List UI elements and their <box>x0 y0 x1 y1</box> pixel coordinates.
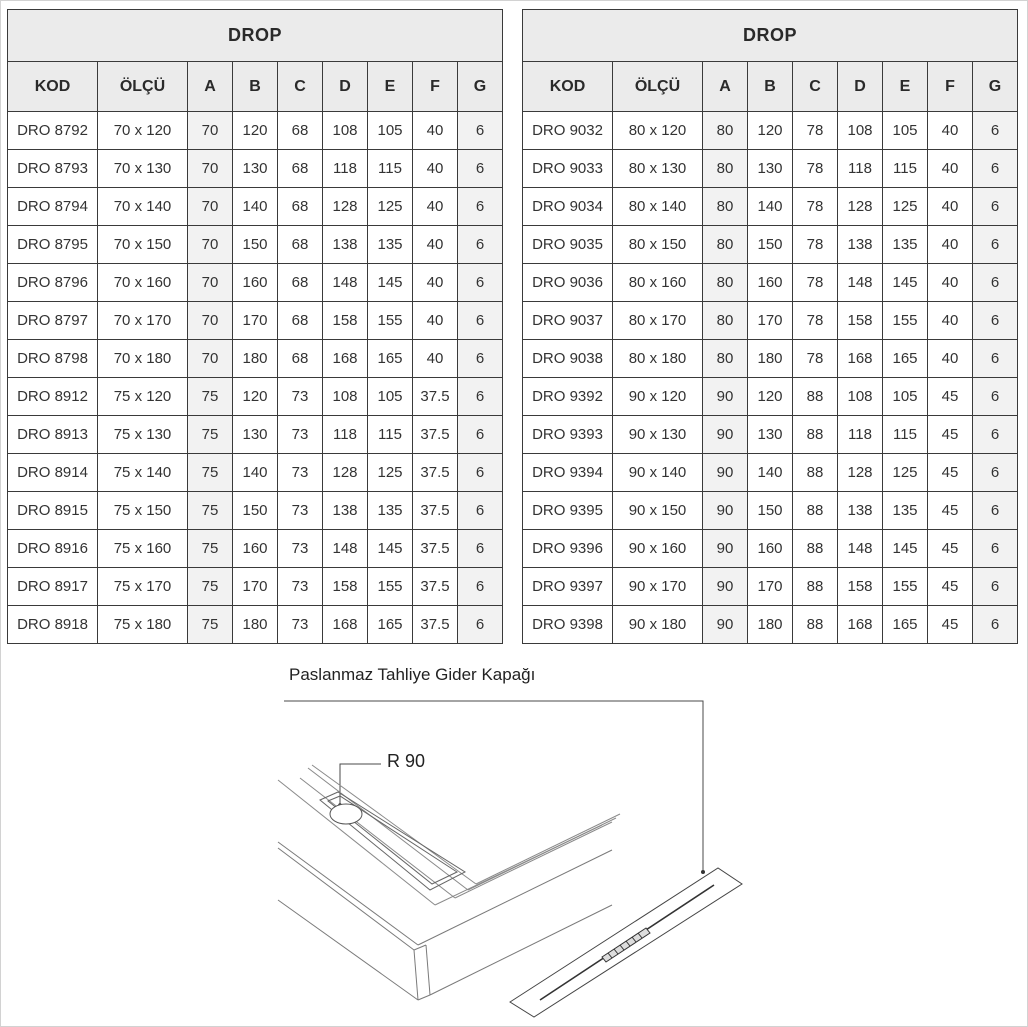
table-cell: DRO 9397 <box>523 568 613 606</box>
table-cell: 80 <box>703 188 748 226</box>
table-cell: 37.5 <box>413 416 458 454</box>
table-cell: DRO 9034 <box>523 188 613 226</box>
column-header: F <box>413 62 458 112</box>
table-cell: 118 <box>323 150 368 188</box>
table-cell: 6 <box>458 112 503 150</box>
table-cell: 168 <box>838 606 883 644</box>
table-cell: 80 <box>703 340 748 378</box>
table-cell: 40 <box>413 302 458 340</box>
table-cell: 168 <box>838 340 883 378</box>
table-cell: DRO 9395 <box>523 492 613 530</box>
table-cell: 158 <box>323 568 368 606</box>
table-cell: 88 <box>793 568 838 606</box>
table-cell: 6 <box>973 378 1018 416</box>
table-cell: 90 <box>703 416 748 454</box>
table-cell: 108 <box>323 112 368 150</box>
table-cell: 80 x 120 <box>613 112 703 150</box>
table-cell: 73 <box>278 530 323 568</box>
table-cell: 70 <box>188 188 233 226</box>
table-cell: 168 <box>323 606 368 644</box>
column-header: KOD <box>8 62 98 112</box>
table-cell: 68 <box>278 112 323 150</box>
leader-dot <box>701 870 705 874</box>
table-cell: 88 <box>793 454 838 492</box>
table-cell: 6 <box>973 454 1018 492</box>
table-cell: 80 x 180 <box>613 340 703 378</box>
table-cell: 75 <box>188 568 233 606</box>
table-cell: 6 <box>458 188 503 226</box>
table-cell: 80 <box>703 264 748 302</box>
table-cell: 40 <box>413 112 458 150</box>
table-cell: 75 x 160 <box>98 530 188 568</box>
table-cell: 70 x 150 <box>98 226 188 264</box>
table-cell: 140 <box>233 188 278 226</box>
table-cell: 78 <box>793 302 838 340</box>
table-cell: 70 x 130 <box>98 150 188 188</box>
table-cell: 145 <box>883 264 928 302</box>
drain-hole <box>330 804 362 824</box>
table-cell: 40 <box>928 264 973 302</box>
table-cell: 70 x 170 <box>98 302 188 340</box>
table-cell: DRO 9037 <box>523 302 613 340</box>
table-cell: 70 x 120 <box>98 112 188 150</box>
table-cell: 88 <box>793 378 838 416</box>
table-cell: 40 <box>928 340 973 378</box>
table-cell: 80 <box>703 150 748 188</box>
table-cell: 78 <box>793 150 838 188</box>
table-cell: 135 <box>368 226 413 264</box>
table-cell: 68 <box>278 150 323 188</box>
table-cell: 45 <box>928 606 973 644</box>
table-cell: 6 <box>973 226 1018 264</box>
table-cell: 73 <box>278 454 323 492</box>
table-cell: 45 <box>928 416 973 454</box>
table-cell: 158 <box>838 302 883 340</box>
table-cell: 148 <box>323 264 368 302</box>
table-cell: 37.5 <box>413 454 458 492</box>
table-cell: 75 <box>188 416 233 454</box>
table-cell: 118 <box>838 150 883 188</box>
table-cell: DRO 8795 <box>8 226 98 264</box>
table-cell: DRO 8916 <box>8 530 98 568</box>
table-cell: 40 <box>413 264 458 302</box>
table-cell: 180 <box>233 606 278 644</box>
table-cell: 75 <box>188 530 233 568</box>
table-cell: DRO 8794 <box>8 188 98 226</box>
table-cell: 40 <box>928 188 973 226</box>
caption-leader-line <box>284 701 703 870</box>
table-cell: 78 <box>793 264 838 302</box>
table-cell: 75 x 130 <box>98 416 188 454</box>
table-cell: 130 <box>233 150 278 188</box>
table-cell: 75 <box>188 454 233 492</box>
table-cell: DRO 9396 <box>523 530 613 568</box>
table-cell: 68 <box>278 302 323 340</box>
column-header: A <box>703 62 748 112</box>
table-cell: 158 <box>838 568 883 606</box>
table-cell: 37.5 <box>413 492 458 530</box>
table-cell: 70 <box>188 112 233 150</box>
column-header: D <box>838 62 883 112</box>
table-cell: DRO 8797 <box>8 302 98 340</box>
table-cell: 6 <box>973 302 1018 340</box>
table-cell: DRO 8917 <box>8 568 98 606</box>
table-cell: 120 <box>748 378 793 416</box>
table-cell: 6 <box>458 150 503 188</box>
table-cell: 37.5 <box>413 530 458 568</box>
table-cell: 120 <box>748 112 793 150</box>
column-header: ÖLÇÜ <box>613 62 703 112</box>
table-cell: 6 <box>973 416 1018 454</box>
table-cell: 150 <box>233 226 278 264</box>
table-cell: 45 <box>928 492 973 530</box>
table-cell: 40 <box>413 188 458 226</box>
table-cell: 40 <box>928 302 973 340</box>
column-header: E <box>368 62 413 112</box>
table-cell: 130 <box>233 416 278 454</box>
table-cell: 88 <box>793 606 838 644</box>
table-cell: 78 <box>793 188 838 226</box>
table-cell: 70 x 160 <box>98 264 188 302</box>
table-cell: 80 x 140 <box>613 188 703 226</box>
column-header: B <box>233 62 278 112</box>
radius-leader-line <box>340 764 381 805</box>
table-cell: 115 <box>368 416 413 454</box>
table-cell: 108 <box>323 378 368 416</box>
table-cell: 168 <box>323 340 368 378</box>
table-cell: 78 <box>793 226 838 264</box>
table-cell: 160 <box>233 530 278 568</box>
table-cell: 6 <box>458 302 503 340</box>
table-cell: 70 x 140 <box>98 188 188 226</box>
table-cell: 75 x 150 <box>98 492 188 530</box>
table-cell: 6 <box>458 264 503 302</box>
table-cell: 165 <box>883 606 928 644</box>
table-cell: 80 <box>703 302 748 340</box>
table-cell: 118 <box>838 416 883 454</box>
table-cell: 75 <box>188 492 233 530</box>
table-cell: 6 <box>973 264 1018 302</box>
table-cell: 6 <box>458 226 503 264</box>
table-cell: 155 <box>368 302 413 340</box>
table-cell: 138 <box>323 226 368 264</box>
column-header: C <box>278 62 323 112</box>
table-cell: 105 <box>368 112 413 150</box>
table-cell: 115 <box>368 150 413 188</box>
table-cell: 90 <box>703 492 748 530</box>
table-cell: 88 <box>793 530 838 568</box>
table-cell: DRO 9038 <box>523 340 613 378</box>
table-cell: 135 <box>368 492 413 530</box>
table-cell: 90 x 170 <box>613 568 703 606</box>
table-cell: 68 <box>278 226 323 264</box>
table-cell: DRO 9394 <box>523 454 613 492</box>
table-cell: 148 <box>838 530 883 568</box>
table-cell: 6 <box>973 112 1018 150</box>
table-cell: 70 x 180 <box>98 340 188 378</box>
table-cell: 138 <box>323 492 368 530</box>
table-cell: 70 <box>188 340 233 378</box>
table-cell: 37.5 <box>413 378 458 416</box>
table-cell: 6 <box>458 416 503 454</box>
table-cell: 90 x 140 <box>613 454 703 492</box>
table-cell: 73 <box>278 492 323 530</box>
column-header: A <box>188 62 233 112</box>
table-cell: 140 <box>233 454 278 492</box>
table-cell: 165 <box>883 340 928 378</box>
table-cell: 180 <box>233 340 278 378</box>
table-cell: DRO 9398 <box>523 606 613 644</box>
table-cell: 120 <box>233 378 278 416</box>
table-cell: 165 <box>368 340 413 378</box>
table-cell: 80 x 150 <box>613 226 703 264</box>
table-cell: 73 <box>278 568 323 606</box>
table-cell: DRO 9032 <box>523 112 613 150</box>
table-cell: 78 <box>793 340 838 378</box>
column-header: D <box>323 62 368 112</box>
table-cell: 105 <box>883 112 928 150</box>
table-cell: 40 <box>413 226 458 264</box>
table-cell: 105 <box>883 378 928 416</box>
table-cell: 135 <box>883 226 928 264</box>
tray-rim <box>278 765 620 905</box>
table-cell: 90 <box>703 454 748 492</box>
table-cell: 73 <box>278 606 323 644</box>
table-cell: 40 <box>928 112 973 150</box>
table-cell: 180 <box>748 340 793 378</box>
table-cell: 170 <box>233 302 278 340</box>
table-cell: 6 <box>973 568 1018 606</box>
table-cell: 125 <box>368 454 413 492</box>
table-cell: 90 <box>703 568 748 606</box>
table-cell: 160 <box>748 264 793 302</box>
table-cell: 140 <box>748 454 793 492</box>
table-cell: 115 <box>883 416 928 454</box>
table-cell: DRO 8912 <box>8 378 98 416</box>
table-cell: 138 <box>838 226 883 264</box>
table-cell: 75 x 120 <box>98 378 188 416</box>
table-cell: 73 <box>278 416 323 454</box>
radius-label: R 90 <box>387 751 426 771</box>
table-cell: 155 <box>883 302 928 340</box>
table-cell: 6 <box>458 492 503 530</box>
table-cell: 128 <box>838 188 883 226</box>
table-cell: 45 <box>928 454 973 492</box>
table-cell: 6 <box>458 340 503 378</box>
table-cell: 6 <box>973 492 1018 530</box>
table-cell: 140 <box>748 188 793 226</box>
table-cell: 130 <box>748 416 793 454</box>
table-cell: 90 x 180 <box>613 606 703 644</box>
table-cell: 170 <box>748 302 793 340</box>
column-header: ÖLÇÜ <box>98 62 188 112</box>
table-cell: 37.5 <box>413 606 458 644</box>
table-cell: 88 <box>793 416 838 454</box>
table-cell: 6 <box>458 568 503 606</box>
table-cell: 80 <box>703 226 748 264</box>
table-cell: 45 <box>928 378 973 416</box>
table-cell: 37.5 <box>413 568 458 606</box>
table-cell: 118 <box>323 416 368 454</box>
table-cell: 90 <box>703 530 748 568</box>
table-cell: 150 <box>233 492 278 530</box>
table-cell: DRO 8798 <box>8 340 98 378</box>
table-cell: 108 <box>838 378 883 416</box>
table-cell: 130 <box>748 150 793 188</box>
table-cell: DRO 8793 <box>8 150 98 188</box>
table-title: DROP <box>523 10 1018 62</box>
table-cell: 90 x 150 <box>613 492 703 530</box>
table-cell: 78 <box>793 112 838 150</box>
table-cell: 128 <box>838 454 883 492</box>
table-cell: DRO 8914 <box>8 454 98 492</box>
table-cell: DRO 8796 <box>8 264 98 302</box>
table-cell: 150 <box>748 492 793 530</box>
table-cell: 6 <box>458 530 503 568</box>
table-cell: 90 x 160 <box>613 530 703 568</box>
table-title: DROP <box>8 10 503 62</box>
table-cell: DRO 9393 <box>523 416 613 454</box>
table-cell: 145 <box>368 530 413 568</box>
table-cell: 128 <box>323 188 368 226</box>
table-cell: 6 <box>458 378 503 416</box>
table-cell: 80 <box>703 112 748 150</box>
table-cell: DRO 9036 <box>523 264 613 302</box>
table-cell: 70 <box>188 226 233 264</box>
table-cell: 68 <box>278 340 323 378</box>
column-header: G <box>458 62 503 112</box>
table-cell: 155 <box>368 568 413 606</box>
table-cell: 40 <box>413 150 458 188</box>
table-cell: 70 <box>188 302 233 340</box>
table-cell: 90 x 130 <box>613 416 703 454</box>
column-header: E <box>883 62 928 112</box>
table-cell: 170 <box>233 568 278 606</box>
table-cell: DRO 8918 <box>8 606 98 644</box>
table-cell: 158 <box>323 302 368 340</box>
table-cell: 155 <box>883 568 928 606</box>
table-cell: 40 <box>928 226 973 264</box>
table-cell: 150 <box>748 226 793 264</box>
table-cell: 138 <box>838 492 883 530</box>
table-cell: 40 <box>413 340 458 378</box>
table-cell: 108 <box>838 112 883 150</box>
table-cell: 90 <box>703 606 748 644</box>
table-cell: 6 <box>973 606 1018 644</box>
table-cell: 75 <box>188 378 233 416</box>
table-cell: 6 <box>458 454 503 492</box>
table-cell: DRO 9392 <box>523 378 613 416</box>
table-cell: 145 <box>368 264 413 302</box>
table-cell: 148 <box>838 264 883 302</box>
table-cell: 145 <box>883 530 928 568</box>
table-cell: 45 <box>928 568 973 606</box>
table-cell: 160 <box>748 530 793 568</box>
column-header: C <box>793 62 838 112</box>
table-cell: 6 <box>973 150 1018 188</box>
table-cell: 6 <box>458 606 503 644</box>
table-cell: 75 x 180 <box>98 606 188 644</box>
table-cell: 75 x 170 <box>98 568 188 606</box>
table-cell: DRO 9035 <box>523 226 613 264</box>
column-header: KOD <box>523 62 613 112</box>
column-header: B <box>748 62 793 112</box>
table-cell: 88 <box>793 492 838 530</box>
table-cell: 75 <box>188 606 233 644</box>
table-cell: 6 <box>973 530 1018 568</box>
table-cell: DRO 8792 <box>8 112 98 150</box>
table-cell: 120 <box>233 112 278 150</box>
table-cell: DRO 9033 <box>523 150 613 188</box>
table-cell: 125 <box>883 188 928 226</box>
table-cell: 135 <box>883 492 928 530</box>
table-cell: 180 <box>748 606 793 644</box>
table-cell: 105 <box>368 378 413 416</box>
table-cell: 68 <box>278 188 323 226</box>
table-cell: 68 <box>278 264 323 302</box>
table-cell: 70 <box>188 264 233 302</box>
table-cell: DRO 8913 <box>8 416 98 454</box>
table-cell: 170 <box>748 568 793 606</box>
table-cell: 70 <box>188 150 233 188</box>
table-cell: 73 <box>278 378 323 416</box>
table-cell: 6 <box>973 188 1018 226</box>
table-cell: 148 <box>323 530 368 568</box>
table-cell: 90 <box>703 378 748 416</box>
table-cell: 80 x 170 <box>613 302 703 340</box>
table-cell: 80 x 130 <box>613 150 703 188</box>
table-cell: 80 x 160 <box>613 264 703 302</box>
table-cell: 160 <box>233 264 278 302</box>
table-cell: 75 x 140 <box>98 454 188 492</box>
table-cell: 115 <box>883 150 928 188</box>
column-header: F <box>928 62 973 112</box>
table-cell: 6 <box>973 340 1018 378</box>
table-cell: 40 <box>928 150 973 188</box>
table-cell: DRO 8915 <box>8 492 98 530</box>
table-cell: 128 <box>323 454 368 492</box>
table-cell: 45 <box>928 530 973 568</box>
table-cell: 90 x 120 <box>613 378 703 416</box>
drain-cover-caption: Paslanmaz Tahliye Gider Kapağı <box>289 665 536 684</box>
column-header: G <box>973 62 1018 112</box>
table-cell: 125 <box>883 454 928 492</box>
table-cell: 165 <box>368 606 413 644</box>
table-cell: 125 <box>368 188 413 226</box>
